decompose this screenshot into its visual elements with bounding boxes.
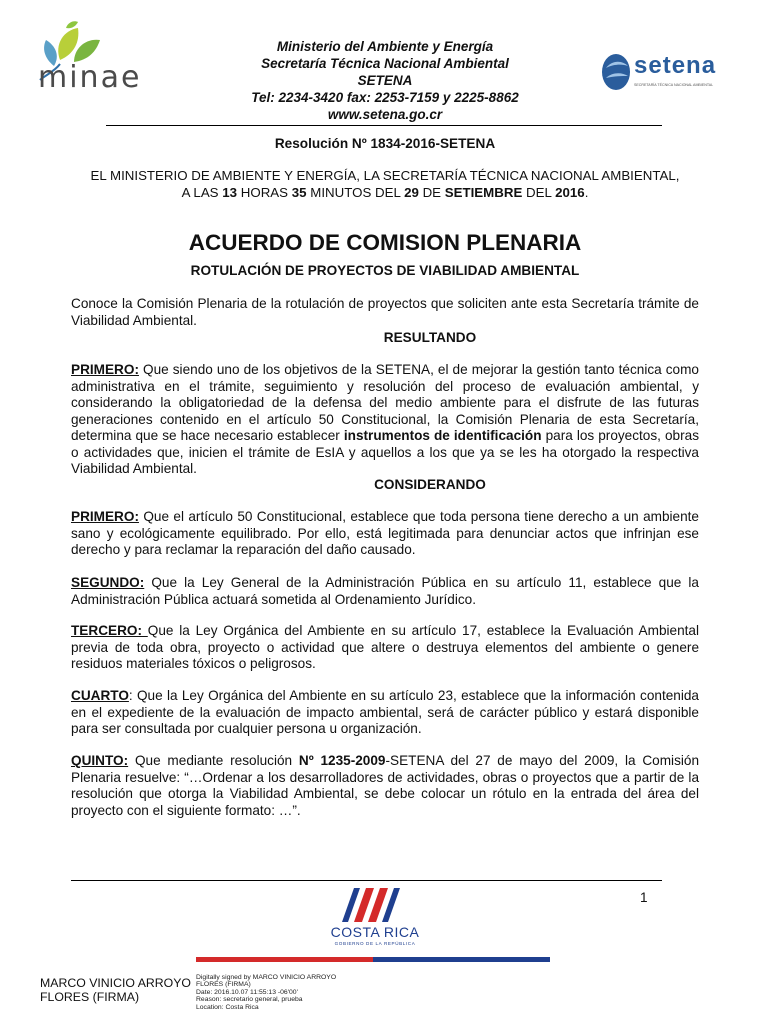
clause-text: para los proyectos, obras o actividades que, inicien el trámite de EsIA y aquellos a los que ya se les ha otorgado la respectiva Viabilidad Ambiental. (71, 428, 699, 476)
costa-rica-label: COSTA RICA (330, 924, 420, 940)
signature-detail: Location: Costa Rica (196, 1003, 259, 1011)
setena-logo-text: setena (634, 52, 717, 79)
costa-rica-emblem (320, 884, 430, 954)
resultando-heading: RESULTANDO (383, 330, 477, 345)
preamble-text: DE (418, 185, 445, 200)
resolution-number: Resolución Nº 1834-2016-SETENA (274, 136, 496, 151)
considerando-primero (71, 509, 699, 559)
clause-text: : Que la Ley Orgánica del Ambiente en su artículo 23, establece que la información contenida en el expediente de la evaluación de impacto ambiental, será de carácter público y estará disponible para ser consultada por cualquier persona u organización. (71, 688, 699, 736)
signer-line-1: MARCO VINICIO ARROYO (40, 976, 191, 990)
page-number: 1 (640, 890, 648, 905)
header-secretariat: Secretaría Técnica Nacional Ambiental (261, 56, 509, 71)
signature-detail: Reason: secretario general, prueba (196, 996, 303, 1004)
preamble-text: A LAS (181, 185, 223, 200)
document-title: ACUERDO DE COMISION PLENARIA (188, 230, 582, 255)
header-phone: Tel: 2234-3420 fax: 2253-7159 y 2225-8862 (251, 90, 519, 105)
preamble-year: 2016 (555, 185, 585, 200)
clause-label: PRIMERO: (71, 509, 139, 524)
preamble-line-1: EL MINISTERIO DE AMBIENTE Y ENERGÍA, LA SECRETARÍA TÉCNICA NACIONAL AMBIENTAL, (90, 168, 680, 183)
preamble-minutes: 35 (291, 185, 307, 200)
clause-label: CUARTO (71, 688, 129, 703)
clause-label: SEGUNDO: (71, 575, 145, 590)
digital-signature-details (196, 974, 396, 1011)
signature-detail: Date: 2016.10.07 11:55:13 -06'00' (196, 988, 298, 996)
clause-label: PRIMERO: (71, 362, 139, 377)
intro-paragraph: Conoce la Comisión Plenaria de la rotulación de proyectos que soliciten ante esta Secretaría trámite de Viabilidad Ambiental. (71, 296, 699, 328)
preamble-hours: 13 (222, 185, 238, 200)
clause-label: QUINTO: (71, 753, 129, 768)
preamble-line-2 (40, 184, 730, 201)
minae-logo (30, 20, 145, 100)
clause-emphasis: instrumentos de identificación (343, 428, 542, 443)
considerando-segundo (71, 575, 699, 608)
clause-text: Que mediante resolución (128, 753, 299, 768)
clause-text: Que siendo uno de los objetivos de la SETENA, el de mejorar la gestión tanto técnica como administrativa en el trámite, seguimiento y resolución del proceso de evaluación ambiental, y considerando la obligatoriedad de la defensa del medio ambiente para el disfrute de las futuras generaciones contenido en el artículo 50 Constitucional, la Comisión Plenaria de esta Secretaría, determina que se hace necesario establecer (71, 362, 699, 443)
clause-text: Que la Ley Orgánica del Ambiente en su artículo 17, establece la Evaluación Ambiental previa de toda obra, proyecto o actividad que altere o destruya elementos del ambiente o genere residuos materiales tóxicos o peligrosos. (71, 623, 700, 671)
considerando-tercero (71, 623, 699, 673)
resultando-primero (71, 362, 699, 478)
preamble-text: MINUTOS DEL (306, 185, 405, 200)
footer-rule (71, 880, 662, 881)
signature-detail: FLORES (FIRMA) (196, 981, 251, 989)
signer-line-2: FLORES (FIRMA) (40, 989, 140, 1004)
gobierno-label: GOBIERNO DE LA REPÚBLICA (334, 941, 416, 946)
clause-label: TERCERO: (71, 623, 148, 638)
considerando-heading: CONSIDERANDO (374, 477, 486, 492)
preamble-text: DEL (522, 185, 556, 200)
setena-logo-subtext: SECRETARÍA TÉCNICA NACIONAL AMBIENTAL (634, 83, 714, 87)
clause-reference: Nº 1235-2009 (298, 753, 386, 768)
preamble-day: 29 (404, 185, 419, 200)
setena-logo (598, 50, 728, 95)
clause-text: Que el artículo 50 Constitucional, establece que toda persona tiene derecho a un ambiente sano y ecológicamente equilibrado. Por ello, está legitimada para denunciar actos que infrinjan ese derecho y para reclamar la reparación del daño causado. (71, 509, 699, 557)
minae-logo-text: minae (38, 60, 142, 95)
document-subtitle: ROTULACIÓN DE PROYECTOS DE VIABILIDAD AMBIENTAL (190, 263, 580, 278)
preamble-text: HORAS (237, 185, 292, 200)
header-setena: SETENA (357, 73, 413, 88)
costa-rica-flag-icon (320, 884, 430, 924)
preamble (40, 167, 730, 201)
preamble-text: . (584, 185, 589, 200)
header-block (190, 38, 580, 123)
header-website: www.setena.go.cr (327, 107, 443, 122)
considerando-quinto (71, 753, 699, 819)
signer-name (40, 977, 191, 1004)
considerando-cuarto (71, 688, 699, 738)
header-rule (106, 125, 662, 126)
footer-bar (196, 957, 550, 962)
preamble-month: SETIEMBRE (444, 185, 523, 200)
clause-text: -SETENA del 27 de mayo del 2009, la Comisión Plenaria resuelve: “…Ordenar a los desarrolladores de actividades, obras o proyectos que a partir de la resolución que otorga la Viabilidad Ambiental, se debe colocar un rótulo en la entrada del área del proyecto con el siguiente formato: …”. (71, 753, 700, 818)
signature-detail: Digitally signed by MARCO VINICIO ARROYO (196, 974, 337, 981)
clause-text: Que la Ley General de la Administración Pública en su artículo 11, establece que la Administración Pública actuará sometida al Ordenamiento Jurídico. (71, 575, 699, 607)
setena-globe-icon (600, 52, 632, 92)
header-ministry: Ministerio del Ambiente y Energía (276, 39, 494, 54)
